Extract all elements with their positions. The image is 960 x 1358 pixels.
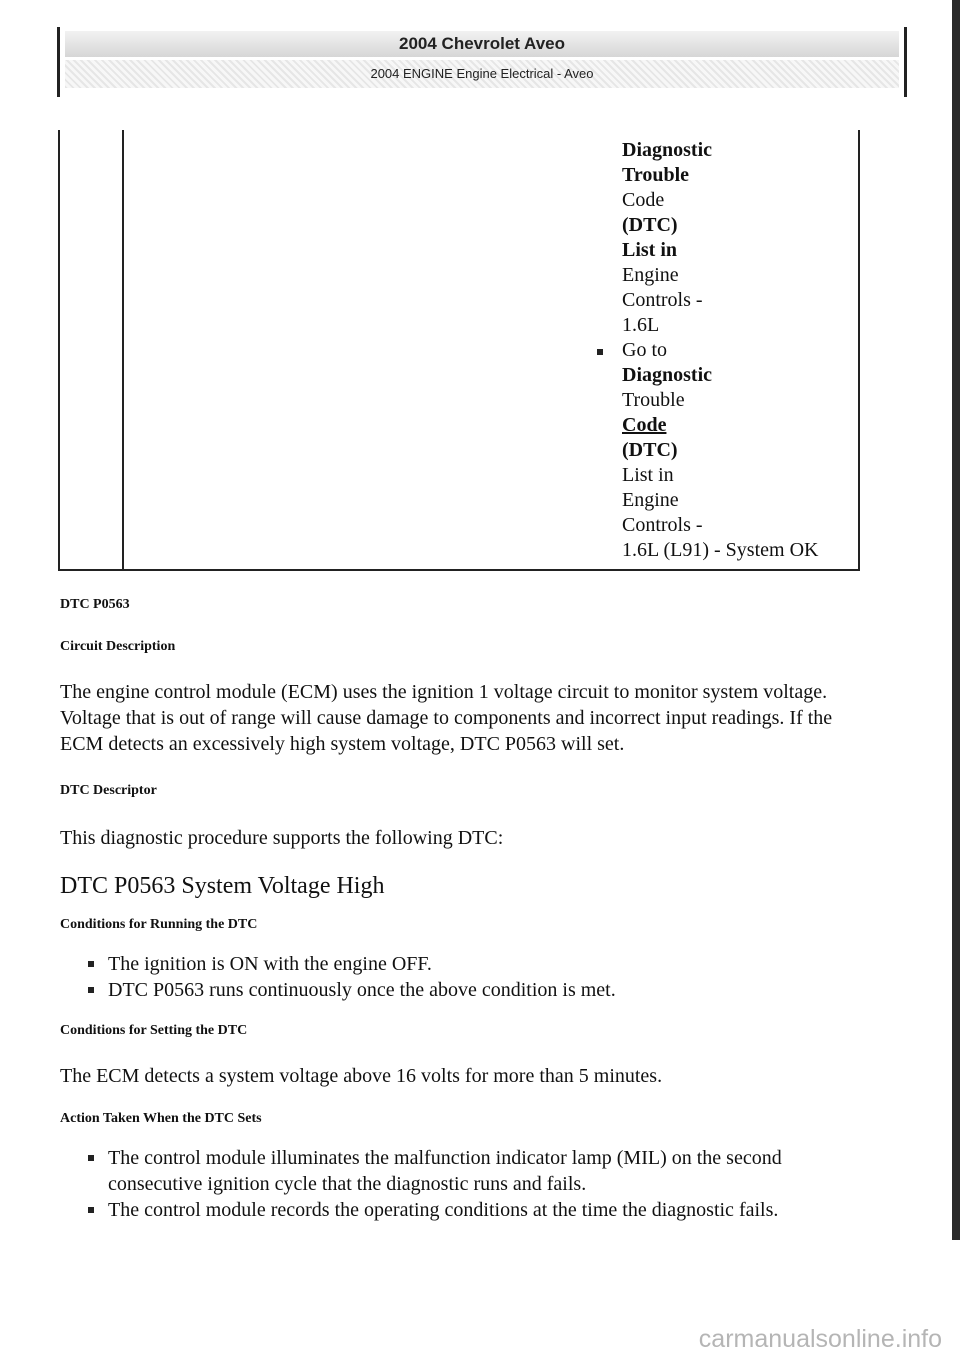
list-item: The control module records the operating conditions at the time the diagnostic fails.: [108, 1197, 875, 1223]
dtc-title: DTC P0563: [60, 597, 130, 612]
table-cell-action: [622, 138, 857, 563]
header-title: 2004 Chevrolet Aveo: [65, 31, 899, 57]
circuit-description-heading: Circuit Description: [60, 639, 176, 654]
cell-line: 1.6L (L91) - System OK: [622, 539, 819, 561]
cell-line: Controls -: [622, 514, 703, 536]
circuit-description-text: The engine control module (ECM) uses the ignition 1 voltage circuit to monitor system voltage. Voltage that is out of range will cause damage to components and incorrect input readings. If the ECM detects an excessively high system voltage, DTC P0563 will set.: [60, 681, 833, 755]
list-item: The control module illuminates the malfunction indicator lamp (MIL) on the second consecutive ignition cycle that the diagnostic runs and fails.: [108, 1145, 875, 1197]
table-column-divider: [122, 130, 124, 569]
cell-lines-top: [622, 138, 857, 338]
cell-line: List in: [622, 464, 674, 486]
cell-bullet-item: [622, 338, 857, 563]
setting-conditions-text: The ECM detects a system voltage above 16 volts for more than 5 minutes.: [60, 1065, 663, 1087]
page-header: [57, 27, 907, 97]
cell-line: List in: [622, 239, 678, 261]
list-item: The ignition is ON with the engine OFF.: [108, 951, 875, 977]
action-taken-heading: Action Taken When the DTC Sets: [60, 1111, 262, 1126]
header-subtitle: 2004 ENGINE Engine Electrical - Aveo: [65, 60, 899, 88]
procedure-table: [58, 130, 860, 571]
bullet-icon: [597, 349, 603, 355]
cell-line: Controls -: [622, 289, 703, 311]
cell-line: 1.6L: [622, 314, 660, 336]
watermark: carmanualsonline.info: [698, 1325, 942, 1353]
cell-line: Trouble: [622, 389, 685, 411]
setting-conditions-heading: Conditions for Setting the DTC: [60, 1023, 248, 1038]
cell-line: (DTC): [622, 439, 678, 461]
scrollbar[interactable]: [952, 0, 960, 1240]
cell-line: (DTC): [622, 214, 678, 236]
cell-lines-bullet: [622, 338, 857, 563]
cell-line: Engine: [622, 264, 679, 286]
action-taken-list: [60, 1145, 875, 1223]
cell-line: Go to: [622, 339, 667, 361]
running-conditions-heading: Conditions for Running the DTC: [60, 917, 258, 932]
header-left-rule: [57, 27, 60, 97]
cell-line: Code: [622, 189, 665, 211]
cell-line: Trouble: [622, 164, 690, 186]
header-right-rule: [904, 27, 907, 97]
cell-line: Diagnostic: [622, 139, 712, 161]
list-item: DTC P0563 runs continuously once the above condition is met.: [108, 977, 875, 1003]
dtc-descriptor-heading: DTC Descriptor: [60, 783, 157, 798]
running-conditions-list: [60, 951, 875, 1003]
document-body: [60, 595, 875, 1223]
cell-line: Engine: [622, 489, 679, 511]
dtc-descriptor-code: DTC P0563 System Voltage High: [60, 873, 385, 899]
cell-line: Diagnostic: [622, 364, 712, 386]
cell-line: Code: [622, 414, 667, 436]
dtc-descriptor-text: This diagnostic procedure supports the following DTC:: [60, 827, 504, 849]
